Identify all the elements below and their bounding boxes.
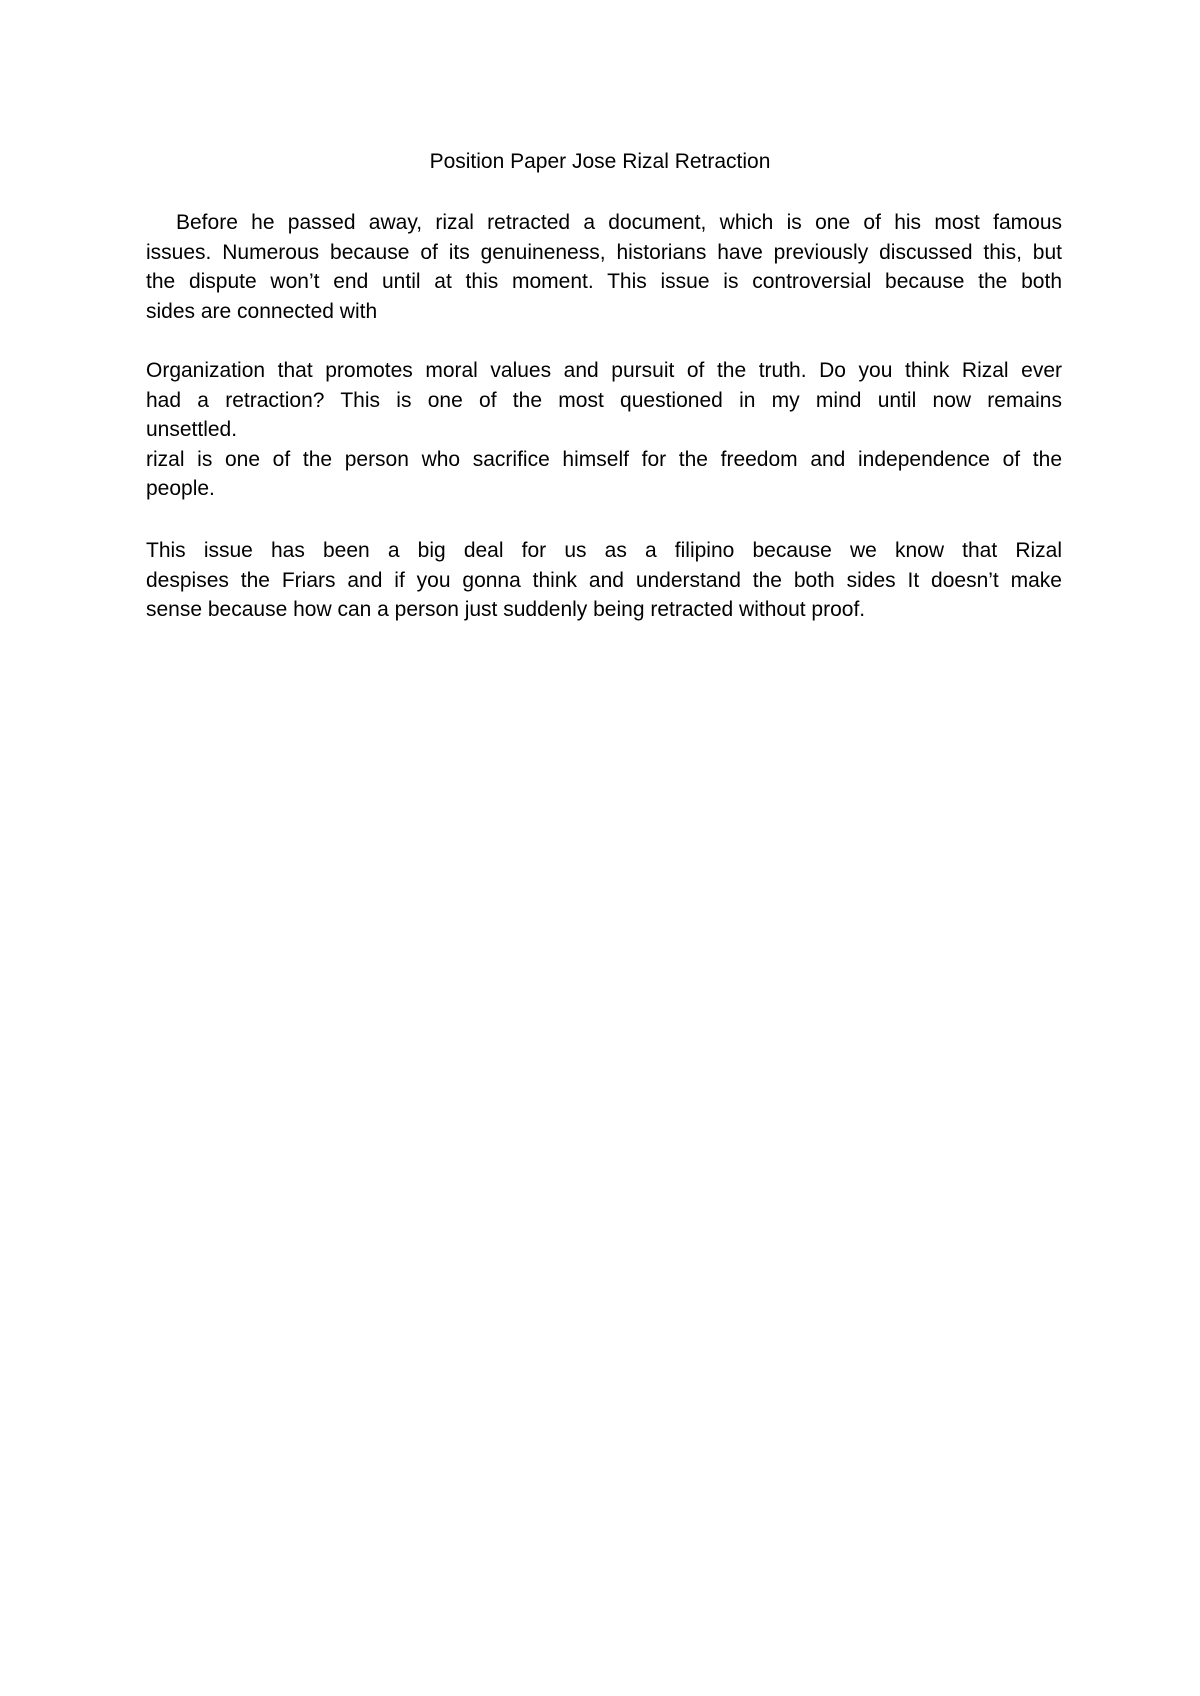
paragraph-2 — [146, 356, 1062, 504]
paragraph-line: sense because how can a person just suddenly being retracted without proof. — [146, 598, 866, 621]
document-title: Position Paper Jose Rizal Retraction — [429, 150, 771, 173]
paragraph-line: Before he passed away, rizal retracted a document, which is one of his most famous — [176, 211, 1062, 234]
paragraph-line: Organization that promotes moral values and pursuit of the truth. Do you think Rizal ever — [146, 359, 1062, 382]
paragraph-line: rizal is one of the person who sacrifice himself for the freedom and independence of the — [146, 447, 1062, 471]
paragraph-line: people. — [146, 477, 215, 500]
paragraph-1 — [146, 208, 1062, 326]
paragraph-line: issues. Numerous because of its genuineness, historians have previously discussed this, but — [146, 240, 1062, 264]
paragraph-line: despises the Friars and if you gonna think and understand the both sides It doesn’t make — [146, 568, 1062, 592]
paragraph-line: This issue has been a big deal for us as a filipino because we know that Rizal — [146, 539, 1062, 562]
paragraph-3 — [146, 536, 1062, 625]
paragraph-line: the dispute won’t end until at this moment. This issue is controversial because the both — [146, 270, 1062, 293]
paragraph-line: had a retraction? This is one of the most questioned in my mind until now remains — [146, 388, 1062, 412]
paragraph-line: unsettled. — [146, 418, 238, 441]
paragraph-line: sides are connected with — [146, 299, 378, 323]
